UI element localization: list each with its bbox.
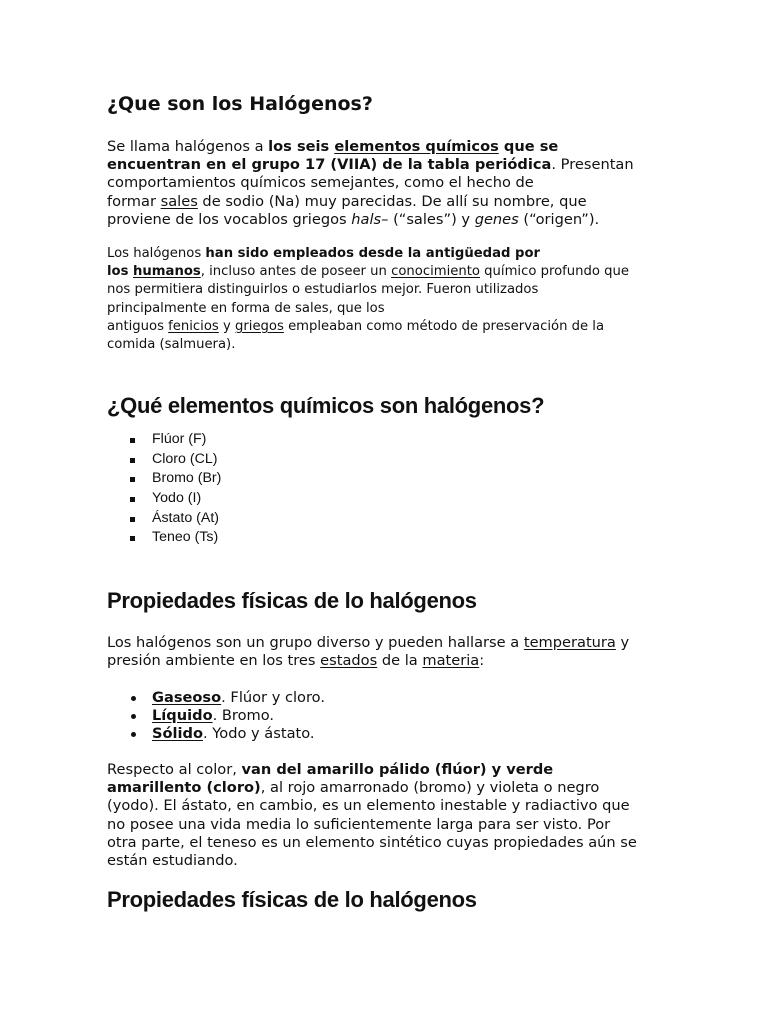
link-gaseoso[interactable]: Gaseoso — [152, 689, 222, 706]
link-temperatura[interactable]: temperatura — [523, 634, 616, 651]
list-item: Bromo (Br) — [107, 469, 221, 489]
link-sales[interactable]: sales — [160, 192, 198, 210]
text: y — [218, 318, 235, 334]
link-conocimiento[interactable]: conocimiento — [391, 264, 480, 280]
paragraph-line — [107, 156, 662, 174]
link-materia[interactable]: materia — [422, 652, 480, 670]
text: antiguos — [107, 318, 169, 334]
text: formar — [107, 192, 161, 210]
bold-text: los — [107, 264, 134, 280]
list-item — [107, 689, 325, 707]
text: de la — [377, 652, 423, 670]
text: . Bromo. — [212, 707, 275, 725]
bold-text: que se — [498, 138, 559, 155]
italic-text: genes — [474, 210, 519, 228]
text: empleaban como método de preservación de la — [283, 318, 605, 334]
paragraph-line: nos permitiera distinguirlos o estudiarlos mejor. Fueron utilizados — [107, 282, 539, 298]
paragraph-line — [107, 634, 662, 652]
paragraph-line: (yodo). El ástato, en cambio, es un elemento inestable y radiactivo que — [107, 797, 630, 815]
text: químico profundo que — [479, 264, 629, 280]
list-item: Flúor (F) — [107, 430, 221, 450]
text: Se llama halógenos a — [107, 138, 269, 155]
link-griegos[interactable]: griegos — [234, 318, 284, 334]
bold-text: van del amarillo pálido (flúor) y verde — [241, 761, 554, 778]
text: (“origen”). — [518, 210, 600, 228]
paragraph-line — [107, 138, 662, 156]
bold-text: amarillento (cloro) — [107, 779, 261, 797]
link-solido[interactable]: Sólido — [152, 725, 204, 743]
heading-que-elementos: ¿Qué elementos químicos son halógenos? — [107, 393, 545, 418]
bold-text: han sido empleados desde la antigüedad por — [205, 246, 541, 261]
text: . Yodo y ástato. — [203, 725, 315, 743]
paragraph-line — [107, 193, 662, 211]
heading-propiedades-fisicas-2: Propiedades físicas de lo halógenos — [107, 887, 477, 912]
list-item: Teneo (Ts) — [107, 528, 221, 548]
paragraph-line: no posee una vida media lo suficientemente larga para ser visto. Por — [107, 815, 611, 833]
paragraph-definition — [107, 138, 662, 229]
paragraph-states-intro — [107, 634, 662, 670]
paragraph-line — [107, 211, 662, 229]
paragraph-history — [107, 245, 662, 354]
paragraph-line: están estudiando. — [107, 852, 238, 870]
link-estados[interactable]: estados — [320, 652, 378, 670]
list-item: Yodo (I) — [107, 489, 221, 509]
text: y — [615, 634, 630, 651]
paragraph-line: otra parte, el teneso es un elemento sintético cuyas propiedades aún se — [107, 833, 637, 851]
paragraph-line — [107, 779, 662, 797]
link-humanos[interactable]: humanos — [133, 264, 201, 280]
text: . Presentan — [551, 156, 634, 174]
paragraph-line — [107, 318, 662, 336]
text: de sodio (Na) muy parecidas. De allí su nombre, que — [197, 192, 587, 210]
text: Los halógenos son un grupo diverso y pueden hallarse a — [107, 634, 524, 651]
paragraph-color — [107, 761, 662, 870]
text: : — [479, 652, 485, 670]
text: , al rojo amarronado (bromo) y violeta o negro — [260, 779, 600, 797]
text: . Flúor y cloro. — [221, 689, 325, 706]
list-item — [107, 725, 325, 743]
heading-propiedades-fisicas: Propiedades físicas de lo halógenos — [107, 588, 477, 613]
text: presión ambiente en los tres — [107, 652, 321, 670]
paragraph-line: comida (salmuera). — [107, 337, 236, 353]
list-item: Ástato (At) — [107, 509, 221, 529]
paragraph-line — [107, 652, 662, 670]
heading-que-son-halogenos: ¿Que son los Halógenos? — [107, 93, 373, 115]
paragraph-line — [107, 245, 662, 263]
text: , incluso antes de poseer un — [200, 264, 392, 280]
paragraph-line: principalmente en forma de sales, que los — [107, 300, 385, 316]
list-item: Cloro (CL) — [107, 450, 221, 470]
text: Los halógenos — [107, 246, 206, 261]
text: Respecto al color, — [107, 761, 242, 778]
bold-text: los seis — [268, 138, 335, 155]
list-item — [107, 707, 325, 725]
paragraph-line — [107, 263, 662, 281]
text: proviene de los vocablos griegos — [107, 210, 352, 228]
link-elementos-quimicos[interactable]: elementos químicos — [334, 138, 499, 155]
link-liquido[interactable]: Líquido — [152, 707, 213, 725]
halogen-elements-list — [107, 430, 221, 548]
bold-text: encuentran en el grupo 17 (VIIA) de la tabla periódica — [107, 156, 552, 174]
text: – (“sales”) y — [381, 210, 475, 228]
states-of-matter-list — [107, 689, 325, 744]
paragraph-line — [107, 761, 662, 779]
link-fenicios[interactable]: fenicios — [168, 318, 219, 334]
italic-text: hals — [351, 210, 382, 228]
paragraph-line: comportamientos químicos semejantes, como el hecho de — [107, 174, 534, 192]
